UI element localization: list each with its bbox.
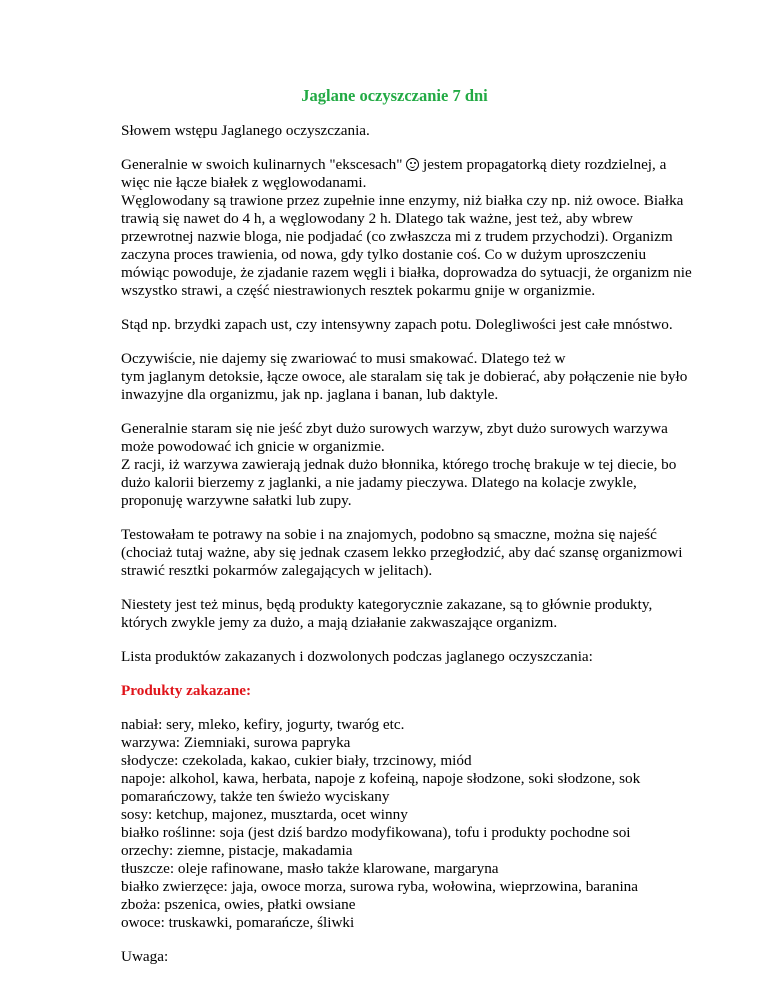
paragraph-taste bbox=[121, 350, 688, 404]
paragraph-line: strawić resztki pokarmów zalegających w jelitach). bbox=[121, 562, 433, 579]
paragraph-line: proponuję warzywne sałatki lub zupy. bbox=[121, 492, 352, 509]
paragraph-line: Z racji, iż warzywa zawierają jednak dużo błonnika, którego trochę brakuje w tej diecie, bo bbox=[121, 456, 677, 473]
paragraph-symptoms bbox=[121, 316, 673, 334]
paragraph-line: mówiąc powoduje, że zjadanie razem węgli i białka, doprowadza do sytuacji, że organizm nie bbox=[121, 264, 692, 281]
forbidden-products-heading: Produkty zakazane: bbox=[121, 682, 252, 699]
paragraph-line: (chociaż tutaj ważne, aby się jednak czasem lekko przegłodzić, aby dać szansę organizmowi bbox=[121, 544, 683, 561]
list-item: pomarańczowy, także ten świeżo wyciskany bbox=[121, 788, 390, 805]
paragraph-line: trawią się nawet do 4 h, a węglowodany 2 h. Dlatego tak ważne, jest też, aby wbrew bbox=[121, 210, 633, 227]
list-item: słodycze: czekolada, kakao, cukier biały, trzcinowy, miód bbox=[121, 752, 472, 769]
forbidden-products-list bbox=[121, 716, 668, 932]
document-title: Jaglane oczyszczanie 7 dni bbox=[301, 86, 488, 105]
intro-paragraph bbox=[121, 122, 668, 140]
paragraph-line: może powodować ich gnicie w organizmie. bbox=[121, 438, 385, 455]
paragraph-line bbox=[121, 156, 668, 174]
paragraph-line: Stąd np. brzydki zapach ust, czy intensywny zapach potu. Dolegliwości jest całe mnóstwo. bbox=[121, 316, 673, 333]
paragraph-line: Lista produktów zakazanych i dozwolonych podczas jaglanego oczyszczania: bbox=[121, 648, 593, 665]
list-item: napoje: alkohol, kawa, herbata, napoje z kofeiną, napoje słodzone, soki słodzone, sok bbox=[121, 770, 641, 787]
paragraph-line: wszystko strawi, a część niestrawionych resztek pokarmu gnije w organizmie. bbox=[121, 282, 596, 299]
list-item: zboża: pszenica, owies, płatki owsiane bbox=[121, 896, 356, 913]
paragraph-line: przewrotnej nazwie bloga, nie podjadać (co zwłaszcza mi z trudem przychodzi). Organizm bbox=[121, 228, 673, 245]
list-item: białko zwierzęce: jaja, owoce morza, surowa ryba, wołowina, wieprzowina, baranina bbox=[121, 878, 638, 895]
paragraph-minus bbox=[121, 596, 668, 632]
paragraph-vegetables bbox=[121, 420, 677, 510]
paragraph-line: Oczywiście, nie dajemy się zwariować to musi smakować. Dlatego też w bbox=[121, 350, 566, 367]
list-item: białko roślinne: soja (jest dziś bardzo modyfikowana), tofu i produkty pochodne soi bbox=[121, 824, 631, 841]
list-item: sosy: ketchup, majonez, musztarda, ocet winny bbox=[121, 806, 408, 823]
text-fragment: Generalnie w swoich kulinarnych "ekscesach" bbox=[121, 156, 407, 173]
list-item: nabiał: sery, mleko, kefiry, jogurty, twaróg etc. bbox=[121, 716, 405, 733]
paragraph-list-intro bbox=[121, 648, 668, 666]
note-paragraph bbox=[121, 948, 668, 966]
note-label: Uwaga: bbox=[121, 948, 169, 965]
paragraph-line: Niestety jest też minus, będą produkty kategorycznie zakazane, są to głównie produkty, bbox=[121, 596, 653, 613]
list-item: orzechy: ziemne, pistacje, makadamia bbox=[121, 842, 353, 859]
list-item: tłuszcze: oleje rafinowane, masło także klarowane, margaryna bbox=[121, 860, 499, 877]
list-item: owoce: truskawki, pomarańcze, śliwki bbox=[121, 914, 355, 931]
paragraph-line: tym jaglanym detoksie, łącze owoce, ale staralam się tak je dobierać, aby połączenie nie było bbox=[121, 368, 688, 385]
paragraph-diet bbox=[121, 156, 692, 300]
paragraph-line: więc nie łącze białek z węglowodanami. bbox=[121, 174, 367, 191]
paragraph-line: zaczyna proces trawienia, od nowa, gdy tylko dostanie coś. Co w dużym uproszczeniu bbox=[121, 246, 647, 263]
intro-line: Słowem wstępu Jaglanego oczyszczania. bbox=[121, 122, 370, 139]
text-fragment: jestem propagatorką diety rozdzielnej, a bbox=[419, 156, 667, 173]
smiley-icon bbox=[406, 158, 419, 171]
list-item: warzywa: Ziemniaki, surowa papryka bbox=[121, 734, 351, 751]
paragraph-line: dużo kalorii bierzemy z jaglanki, a nie jadamy pieczywa. Dlatego na kolacje zwykle, bbox=[121, 474, 637, 491]
paragraph-line: Testowałam te potrawy na sobie i na znajomych, podobno są smaczne, można się najeść bbox=[121, 526, 657, 543]
paragraph-line: inwazyjne dla organizmu, jak np. jaglana i banan, lub daktyle. bbox=[121, 386, 499, 403]
paragraph-line: których zwykle jemy za dużo, a mają działanie zakwaszające organizm. bbox=[121, 614, 558, 631]
paragraph-testing bbox=[121, 526, 683, 580]
paragraph-line: Generalnie staram się nie jeść zbyt dużo surowych warzyw, zbyt dużo surowych warzywa bbox=[121, 420, 668, 437]
paragraph-line: Węglowodany są trawione przez zupełnie inne enzymy, niż białka czy np. niż owoce. Białka bbox=[121, 192, 684, 209]
